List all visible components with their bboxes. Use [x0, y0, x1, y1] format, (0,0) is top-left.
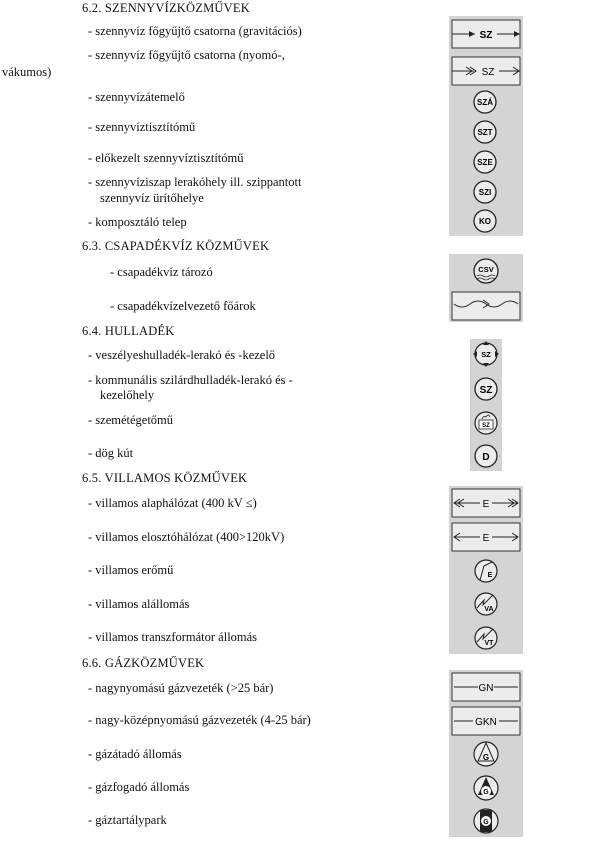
- szi-circle-icon: [474, 181, 496, 203]
- carcass-well-icon: [475, 445, 497, 467]
- legend-item-label: - komposztáló telep: [88, 215, 187, 229]
- svg-text:SZ: SZ: [479, 385, 493, 396]
- svg-text:E: E: [482, 533, 490, 544]
- svg-text:GN: GN: [478, 683, 494, 694]
- legend-item-label: - gáztartálypark: [88, 813, 167, 827]
- symbol-panel-gas: [449, 670, 523, 837]
- svg-text:E: E: [482, 499, 490, 510]
- legend-item-label: - villamos elosztóhálózat (400>120kV): [88, 530, 285, 544]
- svg-text:SZI: SZI: [478, 188, 492, 197]
- hazardous-waste-icon: [473, 341, 499, 367]
- legend-item-label-cont: kezelőhely: [100, 388, 155, 402]
- legend-item-label: - szennyvíztisztítómű: [88, 120, 196, 134]
- section-heading-electric: 6.5. VILLAMOS KÖZMŰVEK: [82, 471, 248, 485]
- svg-text:D: D: [482, 452, 490, 463]
- gn-gas-line-icon: [452, 673, 520, 701]
- legend-item-label: - előkezelt szennyvíztisztítómű: [88, 151, 244, 165]
- sz-pressure-pipe-icon: [452, 57, 520, 85]
- symbol-panel-waste: [470, 339, 502, 471]
- svg-text:SZ: SZ: [479, 30, 493, 41]
- gas-receiving-station-icon: [474, 776, 498, 800]
- municipal-waste-icon: [475, 378, 497, 400]
- symbol-panel-stormwater: [449, 254, 523, 322]
- legend-item-label: - villamos erőmű: [88, 563, 174, 577]
- csv-reservoir-icon: [474, 259, 498, 283]
- svg-text:KO: KO: [479, 217, 491, 226]
- legend-item-label: - nagy-középnyomású gázvezeték (4-25 bár): [88, 713, 311, 727]
- legend-item-label-cont: szennyvíz ürítőhelye: [100, 191, 204, 205]
- svg-text:VT: VT: [484, 640, 494, 647]
- symbol-panel-sewage: [449, 16, 523, 236]
- legend-item-label: - villamos transzformátor állomás: [88, 630, 258, 644]
- legend-item-label: - gázfogadó állomás: [88, 780, 190, 794]
- legend-item-label: - csapadékvízelvezető főárok: [110, 299, 256, 313]
- legend-item-label: - kommunális szilárdhulladék-lerakó és -: [88, 373, 293, 387]
- svg-text:E: E: [487, 572, 493, 579]
- svg-text:G: G: [483, 819, 489, 826]
- svg-text:GKN: GKN: [475, 717, 497, 728]
- legend-item-label: - villamos alállomás: [88, 597, 190, 611]
- ko-circle-icon: [474, 210, 496, 232]
- svg-text:SZ: SZ: [481, 350, 491, 359]
- legend-item-label: - dög kút: [88, 446, 134, 460]
- section-heading-gas: 6.6. GÁZKÖZMŰVEK: [82, 656, 205, 670]
- main-grid-line-icon: [452, 489, 520, 517]
- svg-text:SZT: SZT: [477, 128, 493, 137]
- legend-item-label: - veszélyeshulladék-lerakó és -kezelő: [88, 348, 276, 362]
- substation-icon: [475, 593, 497, 615]
- svg-text:SZE: SZE: [477, 158, 493, 167]
- svg-text:G: G: [482, 753, 490, 762]
- section-heading-stormwater: 6.3. CSAPADÉKVÍZ KÖZMŰVEK: [82, 239, 270, 253]
- svg-text:SZ: SZ: [482, 423, 490, 429]
- gkn-gas-line-icon: [452, 707, 520, 735]
- incinerator-icon: [475, 412, 497, 434]
- legend-item-label: - szennyvíziszap lerakóhely ill. szippantott: [88, 175, 302, 189]
- gas-transfer-station-icon: [474, 742, 498, 766]
- sz-gravity-pipe-icon: [452, 20, 520, 48]
- legend-item-label: - szennyvízátemelő: [88, 90, 185, 104]
- legend-item-label: - szemétégetőmű: [88, 413, 174, 427]
- sza-circle-icon: [474, 91, 496, 113]
- svg-text:SZÁ: SZÁ: [477, 98, 493, 107]
- legend-item-label: - szennyvíz főgyűjtő csatorna (gravitációs): [88, 24, 302, 38]
- transformer-station-icon: [475, 627, 497, 649]
- legend-item-label: - gázátadó állomás: [88, 747, 182, 761]
- drainage-ditch-icon: [452, 292, 520, 320]
- gas-tank-park-icon: [474, 809, 498, 833]
- legend-item-label: - villamos alaphálózat (400 kV ≤): [88, 496, 257, 510]
- legend-item-label: - csapadékvíz tározó: [110, 265, 213, 279]
- symbol-panel-electric: [449, 486, 523, 654]
- legend-item-label-cont: vákumos): [2, 65, 52, 79]
- legend-item-label: - szennyvíz főgyűjtő csatorna (nyomó-,: [88, 48, 285, 62]
- svg-text:CSV: CSV: [478, 265, 494, 274]
- svg-text:SZ: SZ: [481, 67, 495, 78]
- svg-text:G: G: [483, 789, 489, 796]
- section-heading-sewage: 6.2. SZENNYVÍZKÖZMŰVEK: [82, 1, 250, 15]
- distribution-line-icon: [452, 523, 520, 551]
- legend-item-label: - nagynyomású gázvezeték (>25 bár): [88, 681, 274, 695]
- section-heading-waste: 6.4. HULLADÉK: [82, 324, 175, 338]
- power-plant-icon: [475, 560, 497, 582]
- sze-circle-icon: [474, 151, 496, 173]
- szt-circle-icon: [474, 121, 496, 143]
- svg-text:VA: VA: [484, 606, 494, 613]
